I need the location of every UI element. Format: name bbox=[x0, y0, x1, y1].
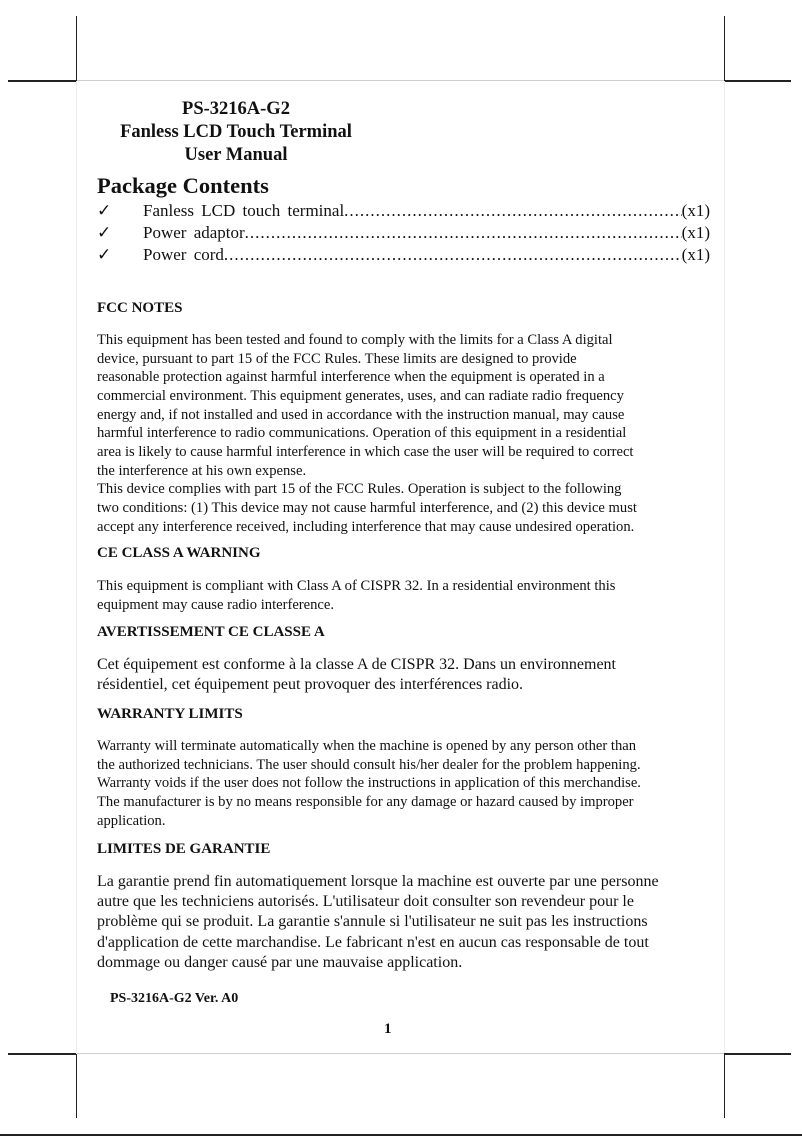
checkmark-icon: ✓ bbox=[97, 201, 112, 220]
section-heading-ce-warning: CE CLASS A WARNING bbox=[97, 545, 261, 561]
package-item bbox=[97, 244, 710, 266]
text-line: commercial environment. This equipment generates, uses, and can radiate radio frequency bbox=[97, 387, 624, 404]
trim-guide bbox=[76, 81, 77, 1053]
item-label: Power cord bbox=[143, 245, 224, 264]
crop-mark bbox=[8, 1053, 76, 1055]
section-heading-garantie: LIMITES DE GARANTIE bbox=[97, 841, 271, 857]
package-contents-heading: Package Contents bbox=[97, 173, 269, 198]
text-line: the authorized technicians. The user should consult his/her dealer for the problem happening. bbox=[97, 756, 641, 773]
text-line: the interference at his own expense. bbox=[97, 462, 307, 479]
text-line: Warranty voids if the user does not follow the instructions in application of this merchandise. bbox=[97, 775, 641, 792]
text-line: This equipment is compliant with Class A of CISPR 32. In a residential environment this bbox=[97, 578, 616, 594]
crop-mark bbox=[724, 16, 725, 81]
text-line: résidentiel, cet équipement peut provoquer des interférences radio. bbox=[97, 676, 524, 694]
text-line: accept any interference received, including interference that may cause undesired operation. bbox=[97, 518, 635, 535]
section-heading-fcc: FCC NOTES bbox=[97, 300, 183, 316]
text-line: This device complies with part 15 of the FCC Rules. Operation is subject to the following bbox=[97, 481, 622, 498]
item-quantity: (x1) bbox=[681, 245, 710, 264]
document-title bbox=[96, 98, 376, 167]
product-name: Fanless LCD Touch Terminal bbox=[120, 122, 352, 142]
checkmark-icon: ✓ bbox=[97, 245, 112, 264]
crop-mark bbox=[724, 1053, 791, 1055]
text-line: d'application de cette marchandise. Le fabricant n'est en aucun cas responsable de tout bbox=[97, 933, 649, 951]
crop-mark bbox=[724, 1054, 725, 1118]
section-body-warranty bbox=[97, 737, 641, 830]
dot-leader bbox=[344, 200, 682, 222]
text-line: energy and, if not installed and used in accordance with the instruction manual, may cause bbox=[97, 406, 625, 423]
section-body-ce-avertissement bbox=[97, 655, 616, 695]
text-line: Warranty will terminate automatically when the machine is opened by any person other than bbox=[97, 738, 637, 754]
section-body-fcc bbox=[97, 331, 637, 536]
item-quantity: (x1) bbox=[681, 201, 710, 220]
text-line: dommage ou danger causé par une mauvaise application. bbox=[97, 953, 463, 971]
package-item bbox=[97, 222, 710, 244]
dot-leader bbox=[245, 222, 682, 244]
checkmark-icon: ✓ bbox=[97, 223, 112, 242]
crop-mark bbox=[76, 1054, 77, 1118]
text-line: La garantie prend fin automatiquement lorsque la machine est ouverte par une personne bbox=[97, 873, 659, 890]
crop-mark bbox=[724, 80, 791, 82]
text-line: area is likely to cause harmful interference in which case the user will be required to correct bbox=[97, 443, 634, 460]
text-line: harmful interference to radio communications. Operation of this equipment in a residential bbox=[97, 425, 627, 442]
trim-guide bbox=[77, 80, 724, 81]
crop-mark bbox=[8, 80, 76, 82]
version-footer: PS-3216A-G2 Ver. A0 bbox=[110, 991, 239, 1006]
section-body-garantie bbox=[97, 872, 659, 973]
section-heading-ce-avertissement: AVERTISSEMENT CE CLASSE A bbox=[97, 624, 325, 640]
dot-leader bbox=[224, 244, 682, 266]
text-line: equipment may cause radio interference. bbox=[97, 596, 335, 613]
crop-mark bbox=[76, 16, 77, 81]
text-line: This equipment has been tested and found to comply with the limits for a Class A digital bbox=[97, 332, 613, 348]
item-label: Fanless LCD touch terminal bbox=[143, 201, 345, 220]
model-name: PS-3216A-G2 bbox=[182, 99, 290, 119]
text-line: Cet équipement est conforme à la classe A de CISPR 32. Dans un environnement bbox=[97, 656, 616, 673]
section-body-ce-warning bbox=[97, 577, 615, 614]
section-heading-warranty: WARRANTY LIMITS bbox=[97, 706, 243, 722]
package-item bbox=[97, 200, 710, 222]
text-line: autre que les techniciens autorisés. L'utilisateur doit consulter son revendeur pour le bbox=[97, 893, 634, 911]
trim-guide bbox=[724, 81, 725, 1053]
text-line: The manufacturer is by no means responsible for any damage or hazard caused by improper bbox=[97, 793, 634, 810]
item-label: Power adaptor bbox=[143, 223, 245, 242]
text-line: application. bbox=[97, 812, 166, 829]
text-line: two conditions: (1) This device may not cause harmful interference, and (2) this device must bbox=[97, 499, 637, 516]
page-number: 1 bbox=[384, 1021, 392, 1037]
text-line: problème qui se produit. La garantie s'annule si l'utilisateur ne suit pas les instructions bbox=[97, 913, 648, 931]
item-quantity: (x1) bbox=[681, 223, 710, 242]
trim-guide bbox=[77, 1053, 724, 1054]
text-line: reasonable protection against harmful interference when the equipment is operated in a bbox=[97, 369, 605, 386]
document-type: User Manual bbox=[184, 145, 288, 165]
text-line: device, pursuant to part 15 of the FCC Rules. These limits are designed to provide bbox=[97, 350, 577, 367]
